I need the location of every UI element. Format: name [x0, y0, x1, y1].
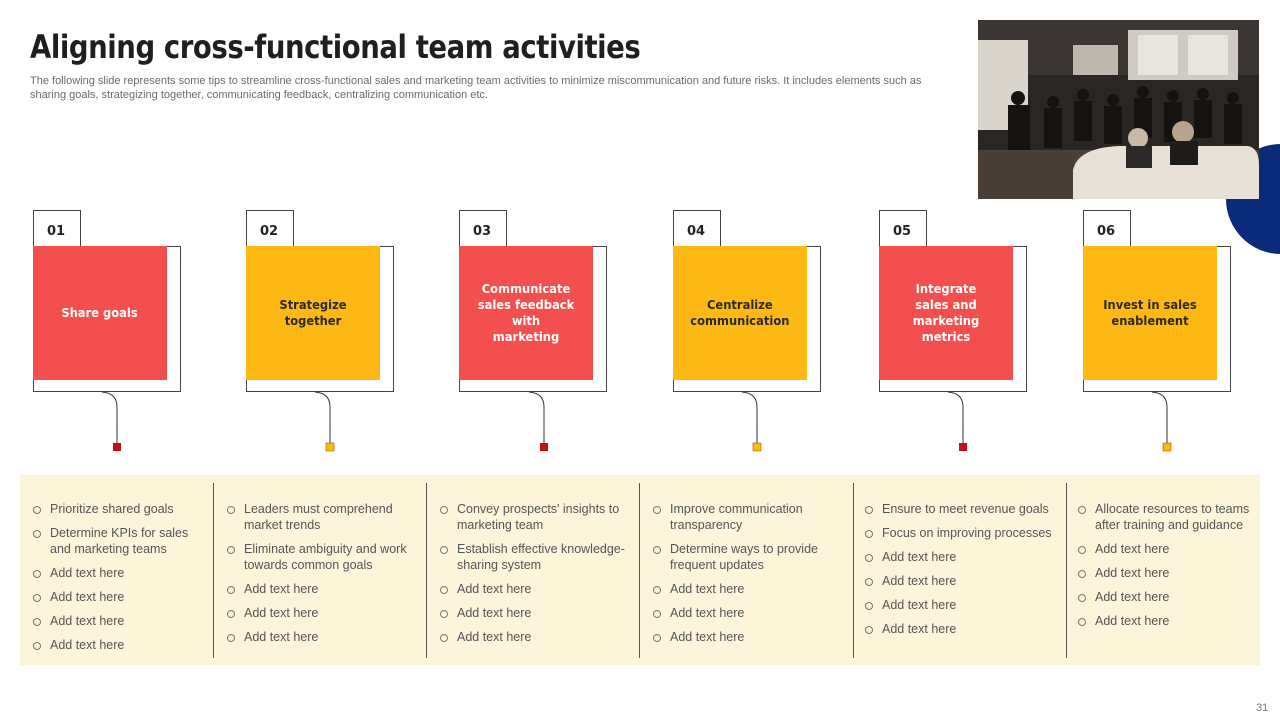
step-label-box — [459, 246, 593, 380]
step-number: 06 — [1083, 210, 1131, 246]
list-item: Focus on improving processes — [862, 525, 1064, 541]
step-card-04 — [673, 210, 821, 392]
team-meeting-illustration — [978, 20, 1259, 199]
connector-02 — [313, 391, 373, 451]
detail-column-01 — [20, 483, 210, 657]
step-card-01 — [33, 210, 181, 392]
slide-title: Aligning cross-functional team activities — [30, 28, 641, 66]
list-item: Add text here — [30, 565, 210, 581]
step-label-box — [1083, 246, 1217, 380]
list-item: Add text here — [650, 581, 850, 597]
connector-marker — [959, 443, 967, 451]
list-item: Add text here — [650, 629, 850, 645]
list-item: Add text here — [30, 589, 210, 605]
list-item: Add text here — [1075, 613, 1260, 629]
connector-marker — [113, 443, 121, 451]
detail-list — [437, 501, 637, 645]
step-label: Centralize communication — [690, 297, 790, 328]
list-item: Add text here — [1075, 565, 1260, 581]
connector-marker — [540, 443, 548, 451]
page-number: 31 — [1256, 702, 1269, 714]
list-item: Add text here — [650, 605, 850, 621]
step-number: 04 — [673, 210, 721, 246]
step-label: Strategize together — [279, 297, 347, 328]
list-item: Add text here — [862, 549, 1064, 565]
list-item: Add text here — [437, 581, 637, 597]
list-item: Add text here — [862, 597, 1064, 613]
connector-05 — [946, 391, 1006, 451]
list-item: Add text here — [437, 629, 637, 645]
step-label: Share goals — [61, 305, 139, 320]
list-item: Add text here — [30, 637, 210, 653]
list-item: Add text here — [1075, 589, 1260, 605]
list-item: Add text here — [862, 621, 1064, 637]
connector-01 — [100, 391, 160, 451]
detail-column-06 — [1065, 483, 1260, 657]
step-label: Invest in sales enablement — [1103, 297, 1197, 328]
step-label-box — [673, 246, 807, 380]
detail-list — [862, 501, 1064, 637]
step-card-02 — [246, 210, 394, 392]
detail-column-03 — [427, 483, 637, 657]
list-item: Allocate resources to teams after training and guidance — [1075, 501, 1260, 533]
list-item: Add text here — [30, 613, 210, 629]
step-label-box — [879, 246, 1013, 380]
list-item: Determine ways to provide frequent updates — [650, 541, 850, 573]
list-item: Add text here — [224, 581, 424, 597]
list-item: Determine KPIs for sales and marketing teams — [30, 525, 210, 557]
detail-column-05 — [852, 483, 1064, 657]
connector-03 — [527, 391, 587, 451]
step-card-03 — [459, 210, 607, 392]
team-meeting-photo — [978, 20, 1259, 199]
list-item: Add text here — [224, 629, 424, 645]
step-number: 03 — [459, 210, 507, 246]
connector-06 — [1150, 391, 1210, 451]
step-number: 05 — [879, 210, 927, 246]
connector-04 — [740, 391, 800, 451]
list-item: Add text here — [862, 573, 1064, 589]
step-number: 01 — [33, 210, 81, 246]
step-label-box — [246, 246, 380, 380]
list-item: Convey prospects' insights to marketing team — [437, 501, 637, 533]
detail-column-04 — [640, 483, 850, 657]
list-item: Add text here — [1075, 541, 1260, 557]
list-item: Eliminate ambiguity and work towards common goals — [224, 541, 424, 573]
list-item: Prioritize shared goals — [30, 501, 210, 517]
details-panel — [20, 475, 1260, 665]
list-item: Improve communication transparency — [650, 501, 850, 533]
connector-marker — [326, 443, 334, 451]
detail-list — [224, 501, 424, 645]
step-label: Integrate sales and marketing metrics — [912, 281, 980, 344]
step-card-05 — [879, 210, 1027, 392]
step-label-box — [33, 246, 167, 380]
step-card-06 — [1083, 210, 1231, 392]
list-item: Establish effective knowledge-sharing system — [437, 541, 637, 573]
connector-marker — [753, 443, 761, 451]
list-item: Ensure to meet revenue goals — [862, 501, 1064, 517]
connector-marker — [1163, 443, 1171, 451]
detail-list — [1075, 501, 1260, 629]
list-item: Add text here — [224, 605, 424, 621]
list-item: Leaders must comprehend market trends — [224, 501, 424, 533]
slide-subtitle: The following slide represents some tips to streamline cross-functional sales and marketing team activities to minimize miscommunication and future risks. It includes elements such as sharing goals, strategizing together, communicating feedback, centralizing communication etc. — [30, 75, 922, 101]
step-label: Communicate sales feedback with marketing — [477, 281, 575, 344]
detail-column-02 — [214, 483, 424, 657]
detail-list — [30, 501, 210, 653]
detail-list — [650, 501, 850, 645]
list-item: Add text here — [437, 605, 637, 621]
step-number: 02 — [246, 210, 294, 246]
